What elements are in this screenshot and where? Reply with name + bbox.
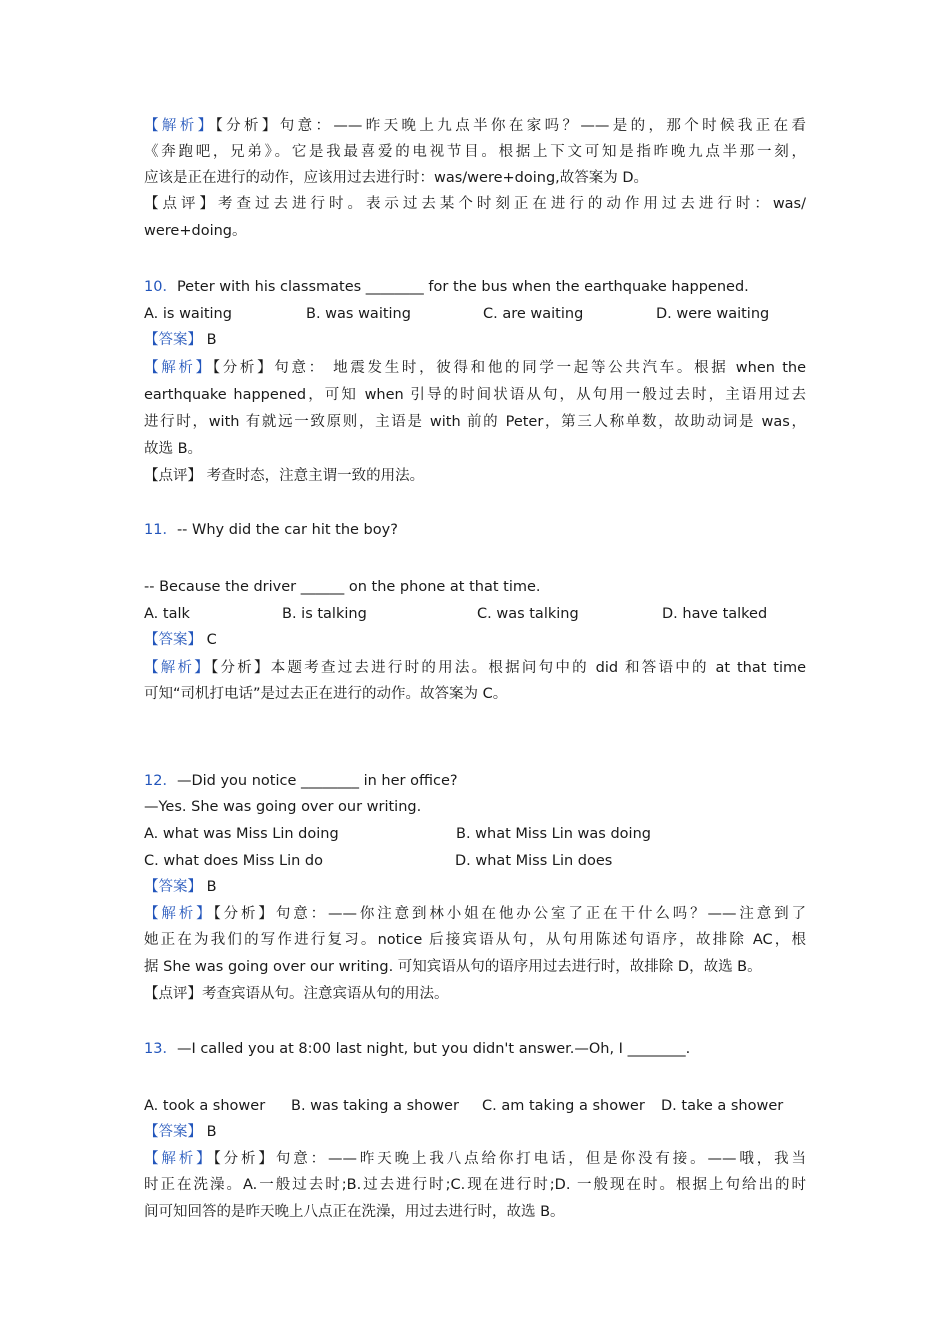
answer-line (144, 877, 217, 897)
question-stem (144, 771, 458, 791)
option-a: A. took a shower (144, 1098, 266, 1114)
fenxi-tag: 【分析】 (215, 118, 280, 134)
option-c: C. am taking a shower (482, 1098, 645, 1114)
explanation-text: 句意： 地震发生时，彼得和他的同学一起等公共汽车。根据 when the (274, 360, 807, 376)
answer-line (144, 330, 217, 350)
question-text: Peter with his classmates ________ for the bus when the earthquake happened. (176, 279, 749, 295)
question-stem (144, 520, 398, 540)
answer-line (144, 630, 217, 650)
analysis-tag: 【解析】 (144, 360, 213, 376)
comment-text: 考查过去进行时。表示过去某个时刻正在进行的动作用过去进行时：was/ (217, 196, 807, 212)
explanation-line: earthquake happened，可知 when 引导的时间状语从句，从句用一般过去时，主语用过去 (144, 387, 806, 403)
comment-text: 考查宾语从句。注意宾语从句的用法。 (202, 986, 449, 1002)
explanation-line: 她正在为我们的写作进行复习。notice 后接宾语从句，从句用陈述句语序，故排除 AC，根 (144, 932, 806, 948)
comment-line: were+doing。 (144, 223, 247, 239)
question-number: 13． (144, 1041, 177, 1057)
question-stem-line2: —Yes. She was going over our writing. (144, 799, 422, 815)
explanation-line: 据 She was going over our writing. 可知宾语从句的语序用过去进行时，故排除 D，故选 B。 (144, 959, 762, 975)
option-b: B. was taking a shower (291, 1098, 459, 1114)
explanation-line: 应该是正在进行的动作，应该用过去进行时：was/were+doing,故答案为 D。 (144, 170, 649, 186)
question-stem (144, 1039, 690, 1059)
question-number: 12． (144, 773, 177, 789)
comment-tag: 【点评】 (144, 986, 202, 1002)
option-c: C. was talking (477, 606, 579, 622)
comment-line (144, 194, 806, 214)
answer-value: C (206, 632, 217, 648)
answer-value: B (206, 1124, 217, 1140)
question-number: 10． (144, 279, 177, 295)
question-text: —I called you at 8:00 last night, but you didn't answer.—Oh, I ________. (176, 1041, 691, 1057)
explanation-text: 句意：——昨天晚上我八点给你打电话，但是你没有接。——哦，我当 (275, 1151, 807, 1167)
analysis-tag: 【解析】 (144, 118, 216, 134)
comment-tag: 【点评】 (144, 468, 202, 484)
option-b: B. is talking (282, 606, 367, 622)
explanation-line (144, 116, 806, 136)
comment-line (144, 466, 424, 486)
answer-tag: 【答案】 (144, 1124, 202, 1140)
option-d: D. take a shower (661, 1098, 784, 1114)
option-d: D. what Miss Lin does (455, 853, 613, 869)
option-b: B. was waiting (306, 306, 411, 322)
explanation-line (144, 1149, 806, 1169)
comment-text: 考查时态，注意主谓一致的用法。 (206, 468, 425, 484)
fenxi-tag: 【分析】 (210, 660, 271, 676)
analysis-tag: 【解析】 (144, 906, 214, 922)
option-a: A. what was Miss Lin doing (144, 826, 339, 842)
explanation-line: 《奔跑吧，兄弟》。它是我最喜爱的电视节目。根据上下文可知是指昨晚九点半那一刻， (144, 144, 806, 160)
explanation-line (144, 358, 806, 378)
comment-line (144, 984, 449, 1004)
explanation-line: 故选 B。 (144, 441, 203, 457)
explanation-line: 进行时，with 有就远一致原则，主语是 with 前的 Peter，第三人称单数，故助动词是 was， (144, 414, 806, 430)
answer-tag: 【答案】 (144, 332, 202, 348)
explanation-text: 本题考查过去进行时的用法。根据问句中的 did 和答语中的 at that time (270, 660, 807, 676)
question-number: 11． (144, 522, 177, 538)
answer-line (144, 1122, 217, 1142)
fenxi-tag: 【分析】 (212, 360, 275, 376)
analysis-tag: 【解析】 (144, 1151, 214, 1167)
option-a: A. is waiting (144, 306, 232, 322)
option-a: A. talk (144, 606, 190, 622)
question-text: -- Why did the car hit the boy? (176, 522, 398, 538)
comment-tag: 【点评】 (144, 196, 218, 212)
fenxi-tag: 【分析】 (213, 1151, 276, 1167)
question-text: —Did you notice ________ in her office? (176, 773, 458, 789)
explanation-text: 句意：——昨天晚上九点半你在家吗？——是的，那个时候我正在看 (279, 118, 807, 134)
answer-tag: 【答案】 (144, 879, 202, 895)
option-c: C. what does Miss Lin do (144, 853, 323, 869)
option-d: D. were waiting (656, 306, 770, 322)
analysis-tag: 【解析】 (144, 660, 211, 676)
explanation-line: 间可知回答的是昨天晚上八点正在洗澡，用过去进行时，故选 B。 (144, 1204, 565, 1220)
question-stem-line2: -- Because the driver ______ on the phone at that time. (144, 579, 541, 595)
explanation-line (144, 658, 806, 678)
fenxi-tag: 【分析】 (213, 906, 276, 922)
explanation-text: 句意：——你注意到林小姐在他办公室了正在干什么吗？——注意到了 (275, 906, 807, 922)
answer-value: B (206, 879, 217, 895)
answer-value: B (206, 332, 217, 348)
option-c: C. are waiting (483, 306, 584, 322)
question-stem (144, 277, 749, 297)
answer-tag: 【答案】 (144, 632, 202, 648)
explanation-line: 可知“司机打电话”是过去正在进行的动作。故答案为 C。 (144, 686, 508, 702)
option-d: D. have talked (662, 606, 768, 622)
explanation-line (144, 904, 806, 924)
option-b: B. what Miss Lin was doing (456, 826, 651, 842)
explanation-line: 时正在洗澡。A.一般过去时;B.过去进行时;C.现在进行时;D. 一般现在时。根据上句给出的时 (144, 1177, 806, 1193)
